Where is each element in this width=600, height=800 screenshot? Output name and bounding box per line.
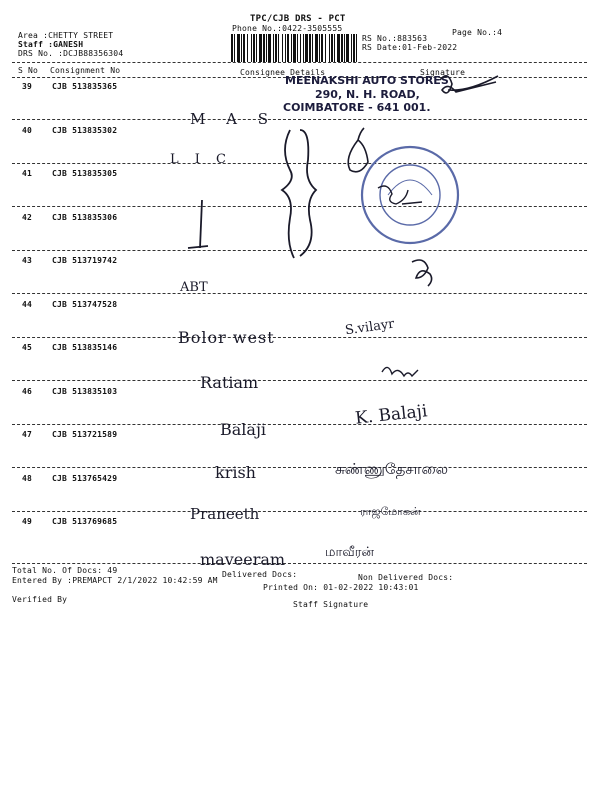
phone-number: Phone No.:0422-3505555 bbox=[232, 24, 343, 33]
brace-mark bbox=[300, 130, 316, 256]
handwritten-signature: K. Balaji bbox=[354, 401, 429, 429]
handwritten-signature: சுண்ணுதேசாலை bbox=[335, 460, 449, 478]
handwritten-name: Bolor west bbox=[178, 328, 275, 347]
stamp-city: COIMBATORE - 641 001. bbox=[283, 101, 431, 114]
document-title: TPC/CJB DRS - PCT bbox=[250, 14, 346, 24]
handwritten-signature: ராஜமோகன் bbox=[360, 505, 421, 518]
col-signature: Signature bbox=[420, 68, 466, 77]
stamp-address: 290, N. H. ROAD, bbox=[315, 88, 420, 101]
brace-mark bbox=[282, 130, 294, 258]
non-delivered-docs: Non Delivered Docs: bbox=[358, 573, 454, 582]
row-sno: 48 bbox=[22, 474, 33, 483]
handwritten-name: L I C bbox=[170, 152, 232, 167]
signature-scribble bbox=[440, 76, 498, 93]
verified-by: Verified By bbox=[12, 595, 68, 604]
stamp-company-name: MEENAKSHI AUTO STORES bbox=[285, 74, 449, 87]
round-stamp bbox=[362, 147, 458, 243]
row-sno: 40 bbox=[22, 126, 33, 135]
row-sno: 45 bbox=[22, 343, 33, 352]
drs-number: DRS No. :DCJB88356304 bbox=[18, 49, 124, 58]
row-consignment-no: CJB 513835302 bbox=[52, 126, 118, 135]
row-consignment-no: CJB 513835305 bbox=[52, 169, 118, 178]
printed-on: Printed On: 01-02-2022 10:43:01 bbox=[263, 583, 419, 592]
row-consignment-no: CJB 513721589 bbox=[52, 430, 118, 439]
row-sno: 41 bbox=[22, 169, 33, 178]
page-number: Page No.:4 bbox=[452, 28, 503, 37]
row-consignment-no: CJB 513835365 bbox=[52, 82, 118, 91]
area-label: Area :CHETTY STREET bbox=[18, 31, 114, 40]
staff-signature: Staff Signature bbox=[293, 600, 369, 609]
handwritten-name: krish bbox=[215, 463, 256, 482]
signature-scribble bbox=[378, 186, 422, 204]
row-consignment-no: CJB 513719742 bbox=[52, 256, 118, 265]
row-sno: 42 bbox=[22, 213, 33, 222]
delivered-docs: Delivered Docs: bbox=[222, 570, 298, 579]
bracket-mark bbox=[188, 200, 208, 248]
row-sno: 49 bbox=[22, 517, 33, 526]
handwritten-name: ABT bbox=[180, 280, 208, 295]
row-consignment-no: CJB 513835306 bbox=[52, 213, 118, 222]
staff-label: Staff :GANESH bbox=[18, 40, 84, 49]
row-consignment-no: CJB 513835146 bbox=[52, 343, 118, 352]
row-sno: 43 bbox=[22, 256, 33, 265]
col-sno: S No bbox=[18, 66, 39, 75]
row-consignment-no: CJB 513765429 bbox=[52, 474, 118, 483]
row-sno: 44 bbox=[22, 300, 33, 309]
handwritten-name: maveeram bbox=[200, 550, 286, 569]
handwritten-signature: மாவீரன் bbox=[325, 545, 375, 560]
handwritten-name: Praneeth bbox=[190, 505, 260, 523]
rs-date: RS Date:01-Feb-2022 bbox=[362, 43, 458, 52]
handwritten-name: M A S bbox=[190, 110, 277, 128]
row-consignment-no: CJB 513769685 bbox=[52, 517, 118, 526]
handwritten-name: Balaji bbox=[220, 420, 267, 439]
col-consignee: Consignee Details bbox=[240, 68, 326, 77]
row-sno: 46 bbox=[22, 387, 33, 396]
handwritten-name: Ratiam bbox=[200, 373, 259, 392]
row-consignment-no: CJB 513747528 bbox=[52, 300, 118, 309]
signature-scribble bbox=[412, 260, 432, 286]
row-consignment-no: CJB 513835103 bbox=[52, 387, 118, 396]
col-consignment: Consignment No bbox=[50, 66, 121, 75]
row-sno: 47 bbox=[22, 430, 33, 439]
rs-number: RS No.:883563 bbox=[362, 34, 428, 43]
handwritten-signature: S.vilayr bbox=[344, 316, 396, 339]
total-docs: Total No. Of Docs: 49 bbox=[12, 566, 118, 575]
signature-scribble bbox=[382, 367, 418, 376]
entered-by: Entered By :PREMAPCT 2/1/2022 10:42:59 AM bbox=[12, 576, 218, 585]
signature-scribble bbox=[348, 128, 368, 172]
row-sno: 39 bbox=[22, 82, 33, 91]
